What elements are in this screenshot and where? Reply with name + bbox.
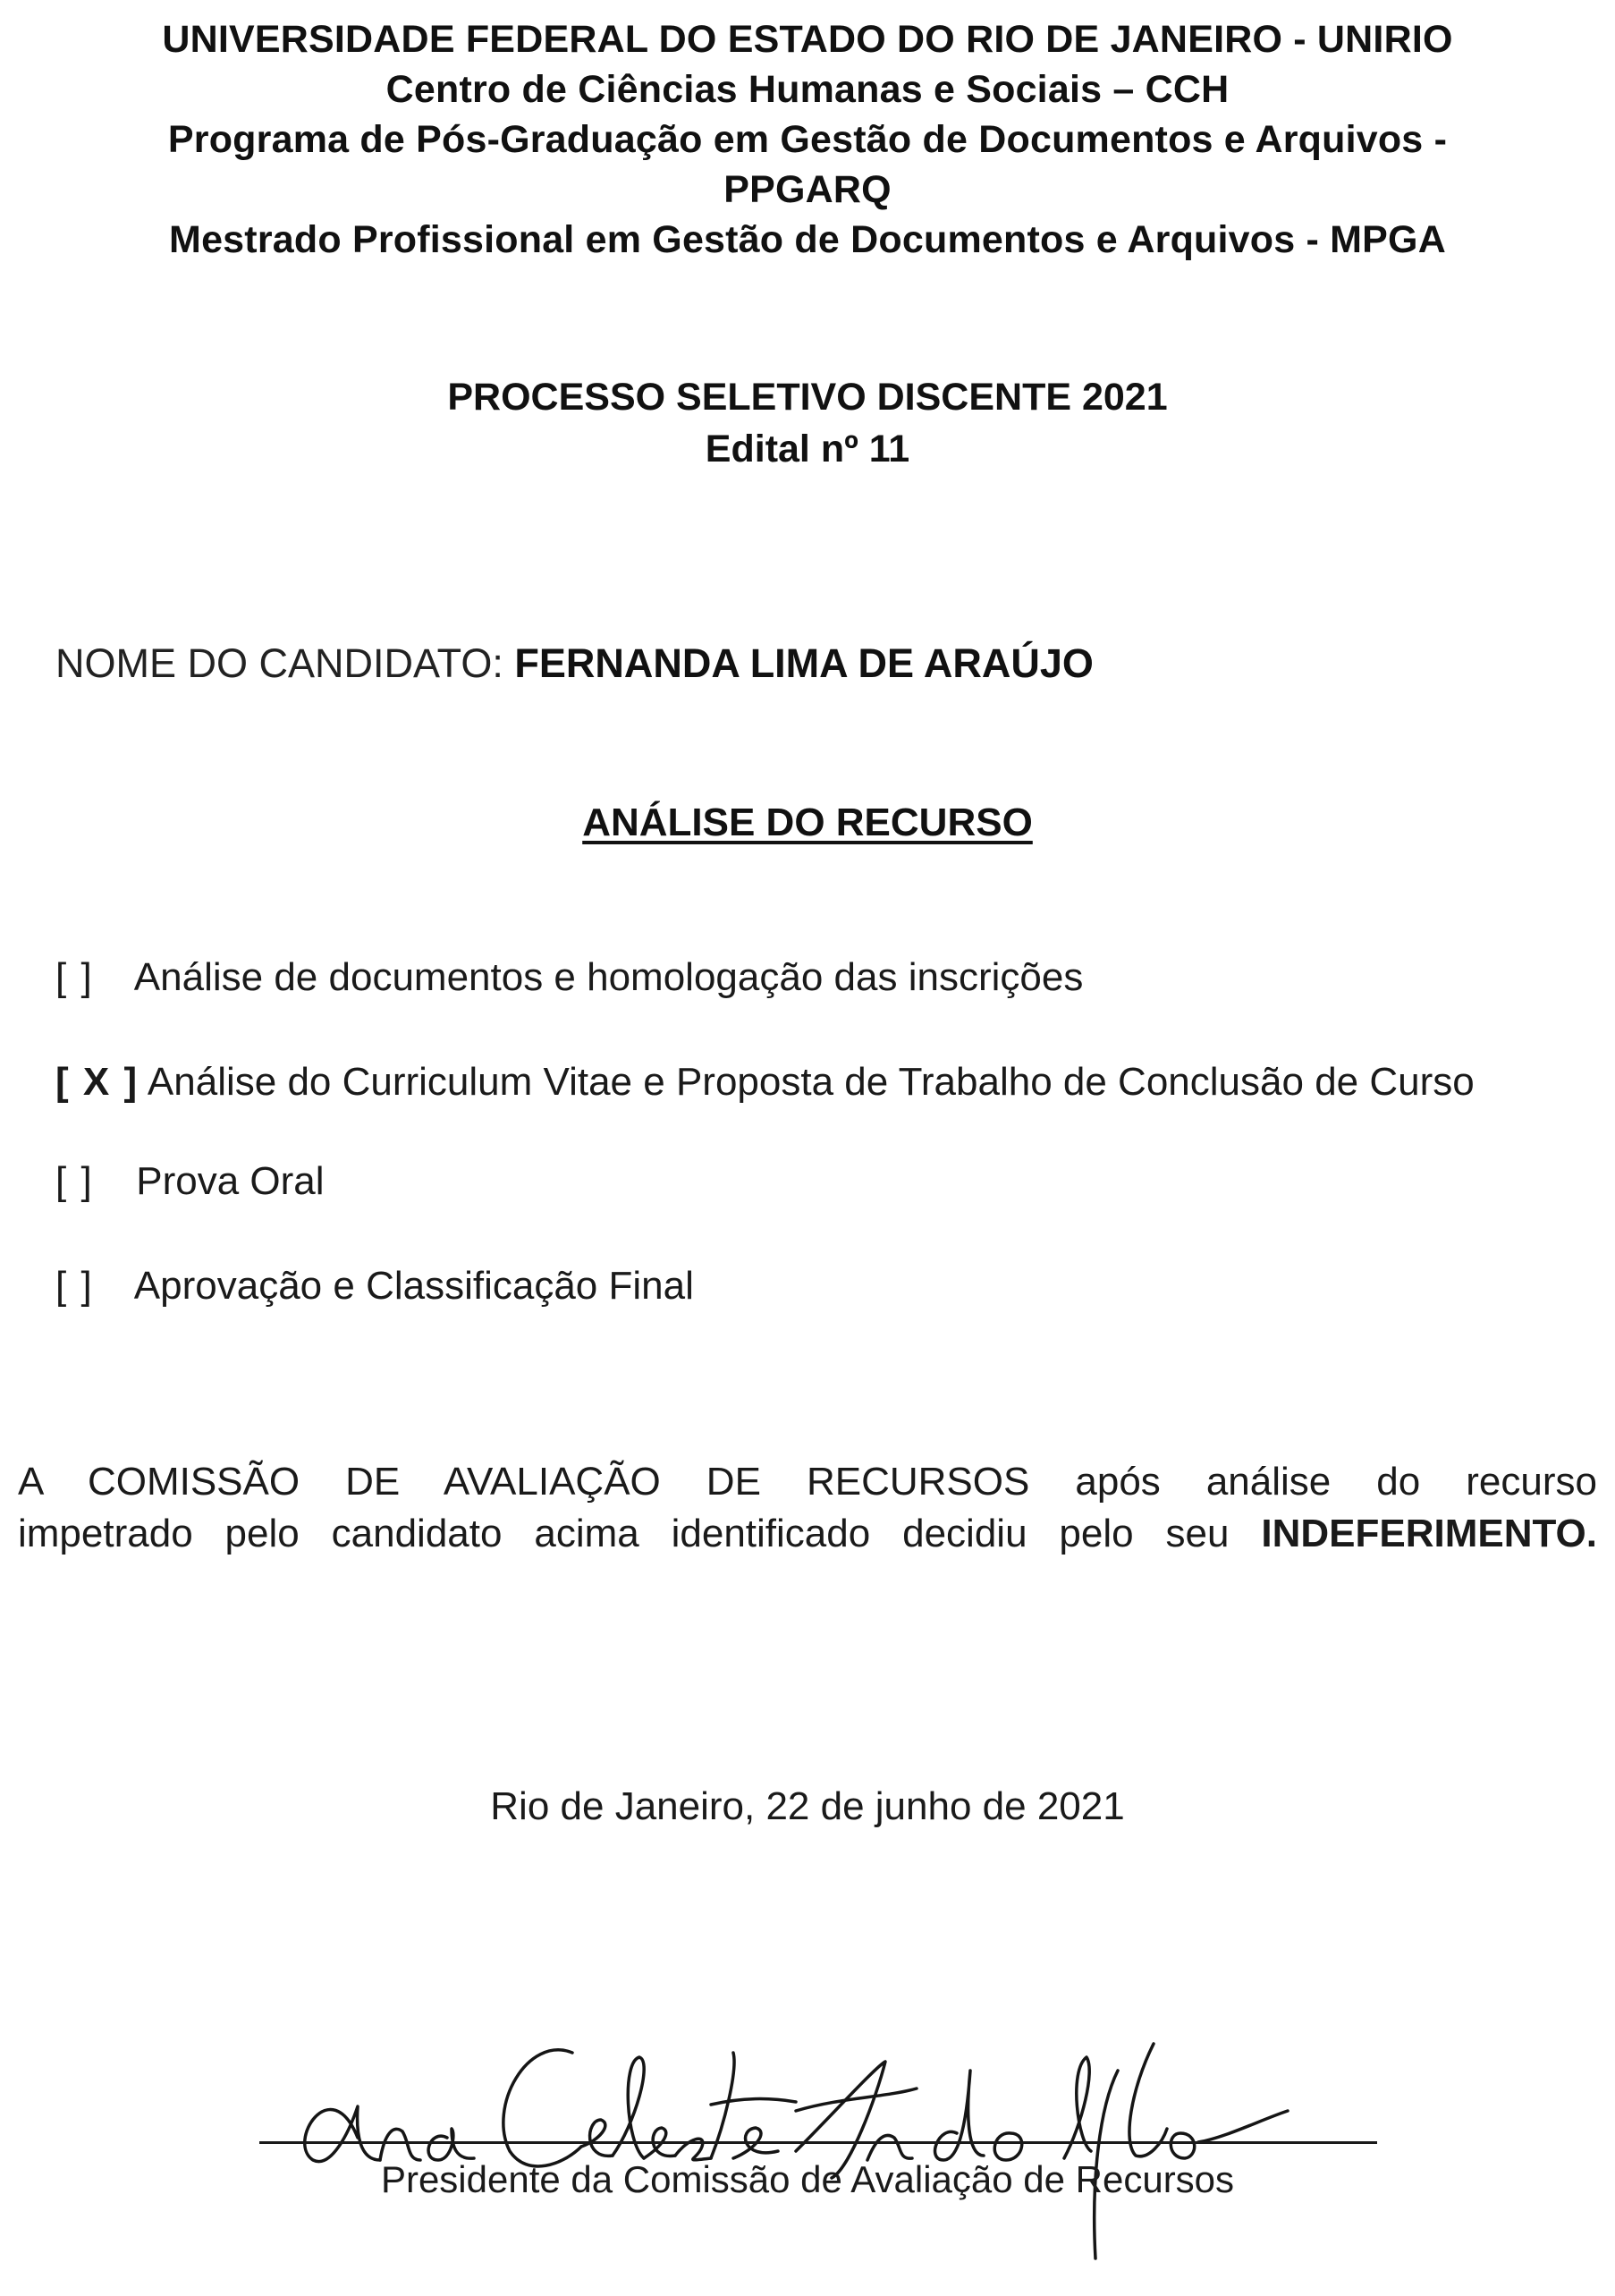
header-masters: Mestrado Profissional em Gestão de Documentos e Arquivos - MPGA bbox=[169, 218, 1446, 261]
process-title: PROCESSO SELETIVO DISCENTE 2021 bbox=[447, 376, 1168, 419]
decision-line-2 bbox=[18, 1508, 1597, 1560]
signature-caption: Presidente da Comissão de Avaliação de Recursos bbox=[380, 2158, 1235, 2200]
option-checkbox: [ ] bbox=[55, 1264, 94, 1308]
edital-number: Edital nº 11 bbox=[705, 428, 910, 470]
header-center: Centro de Ciências Humanas e Sociais – CCH bbox=[385, 68, 1230, 111]
header-program-acronym: PPGARQ bbox=[723, 168, 892, 211]
option-final-classification bbox=[55, 1261, 694, 1311]
option-label: Aprovação e Classificação Final bbox=[133, 1264, 694, 1308]
option-checkbox-checked: [ X ] bbox=[55, 1060, 140, 1104]
option-checkbox: [ ] bbox=[55, 1159, 94, 1203]
candidate-name-line bbox=[55, 639, 1094, 689]
option-document-analysis bbox=[55, 953, 1083, 1003]
decision-result: INDEFERIMENTO. bbox=[1261, 1512, 1597, 1555]
option-cv-analysis bbox=[55, 1057, 1475, 1107]
option-oral-exam bbox=[55, 1156, 325, 1207]
signature-line bbox=[259, 2141, 1377, 2144]
decision-text: impetrado pelo candidato acima identificado decidiu pelo seu bbox=[18, 1512, 1262, 1555]
handwritten-signature bbox=[259, 2035, 1386, 2267]
decision-line-1: A COMISSÃO DE AVALIAÇÃO DE RECURSOS após análise do recurso bbox=[18, 1460, 1597, 1504]
date-line: Rio de Janeiro, 22 de junho de 2021 bbox=[490, 1784, 1125, 1828]
option-checkbox: [ ] bbox=[55, 955, 94, 999]
candidate-name: FERNANDA LIMA DE ARAÚJO bbox=[514, 640, 1094, 686]
option-label: Prova Oral bbox=[136, 1159, 325, 1203]
analysis-title: ANÁLISE DO RECURSO bbox=[582, 801, 1033, 844]
header-program: Programa de Pós-Graduação em Gestão de Documentos e Arquivos - bbox=[167, 118, 1448, 161]
option-label: Análise de documentos e homologação das inscrições bbox=[133, 955, 1084, 999]
header-university: UNIVERSIDADE FEDERAL DO ESTADO DO RIO DE JANEIRO - UNIRIO bbox=[162, 18, 1453, 61]
option-label: Análise do Curriculum Vitae e Proposta de Trabalho de Conclusão de Curso bbox=[147, 1060, 1475, 1104]
candidate-label: NOME DO CANDIDATO: bbox=[55, 640, 515, 686]
decision-paragraph bbox=[18, 1456, 1597, 1560]
